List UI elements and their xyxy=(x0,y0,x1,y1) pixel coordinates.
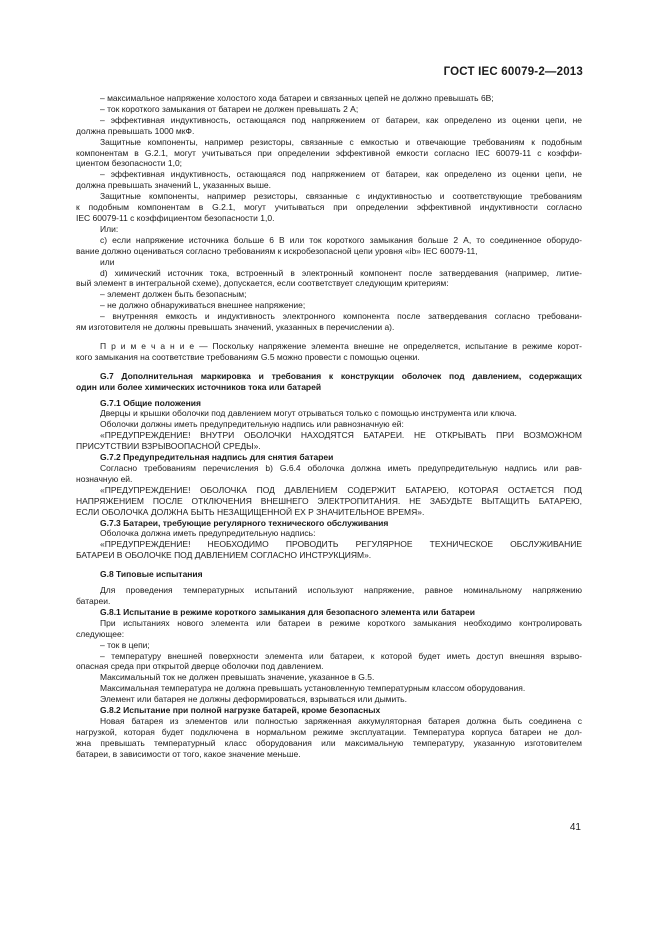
text-line: Оболочки должны иметь предупредительную надпись или равнозначную ей: xyxy=(100,419,404,430)
text-line: Максимальная температура не должна превышать установленную температурным классом оборудования. xyxy=(100,683,526,694)
section-heading-line: G.8 Типовые испытания xyxy=(100,569,203,580)
text-line: «ПРЕДУПРЕЖДЕНИЕ! НЕОБХОДИМО ПРОВОДИТЬ РЕГУЛЯРНОЕ ТЕХНИЧЕСКОЕ ОБСЛУЖИВАНИЕ xyxy=(100,539,582,550)
text-line: нагрузкой, которая будет подключена в нормальном режиме эксплуатации. Температура корпуса батареи не дол- xyxy=(76,726,582,737)
text-line: – внутренняя емкость и индуктивность электронного компонента после затвердевания согласно требовани- xyxy=(100,311,582,322)
section-heading-line: G.7.3 Батареи, требующие регулярного технического обслуживания xyxy=(100,517,389,528)
text-line: Элемент или батарея не должны деформироваться, взрываться или дымить. xyxy=(100,694,407,705)
text-line: – ток в цепи; xyxy=(100,639,150,650)
section-heading-line: G.7.2 Предупредительная надпись для снятия батареи xyxy=(100,452,334,463)
text-line: При испытаниях нового элемента или батареи в режиме короткого замыкания необходимо контролировать xyxy=(100,617,582,628)
text-line: кого замыкания на соответствие требованиям G.5 можно провести с помощью оценки. xyxy=(76,351,420,362)
section-heading-line: один или более химических источников тока или батарей xyxy=(76,381,322,392)
text-line: должна превышать 1000 мкФ. xyxy=(76,125,195,136)
text-line: вание должно оцениваться согласно требованиям к искробезопасной цепи уровня «ib» IEC 60079-11, xyxy=(76,245,478,256)
text-line: – эффективная индуктивность, остающаяся под напряжением от батареи, как определено из оценки цепи, не xyxy=(100,169,582,180)
section-heading-line: G.8.2 Испытание при полной нагрузке батарей, кроме безопасных xyxy=(100,705,381,716)
text-line: жна превышать температурный класс оборудования или максимальную температуру, указанную изготовителем xyxy=(76,737,582,748)
document-header: ГОСТ IEC 60079-2—2013 xyxy=(443,66,583,78)
section-heading-line: G.8.1 Испытание в режиме короткого замыкания для безопасного элемента или батареи xyxy=(100,606,475,617)
text-line: «ПРЕДУПРЕЖДЕНИЕ! ВНУТРИ ОБОЛОЧКИ НАХОДЯТСЯ БАТАРЕИ. НЕ ОТКРЫВАТЬ ПРИ ВОЗМОЖНОМ xyxy=(100,430,582,441)
text-line: ПРИСУТСТВИИ ВЗРЫВООПАСНОЙ СРЕДЫ». xyxy=(76,441,261,452)
text-line: – не должно обнаруживаться внешнее напряжение; xyxy=(100,300,306,311)
text-line: Согласно требованиям перечисления b) G.6.4 оболочка должна иметь предупредительную надпись или рав- xyxy=(100,463,582,473)
text-line: Оболочка должна иметь предупредительную надпись: xyxy=(100,528,316,539)
text-line: c) если напряжение источника больше 6 В или ток короткого замыкания больше 2 А, то соединенное оборудо- xyxy=(100,234,582,245)
text-line: Защитные компоненты, например резисторы, связанные с индуктивностью и соответствующие требованиям xyxy=(100,191,582,202)
text-line: вый элемент в интегральной схеме), допускается, если соответствует следующим критериям: xyxy=(76,278,449,289)
paragraph-gap xyxy=(76,561,582,569)
text-line: Максимальный ток не должен превышать значение, указанное в G.5. xyxy=(100,672,375,683)
text-line: «ПРЕДУПРЕЖДЕНИЕ! ОБОЛОЧКА ПОД ДАВЛЕНИЕМ СОДЕРЖИТ БАТАРЕЮ, КОТОРАЯ ОСТАЕТСЯ ПОД xyxy=(100,484,582,495)
text-line: должна превышать значений L, указанных выше. xyxy=(76,180,271,191)
text-line: – ток короткого замыкания от батареи не должен превышать 2 А; xyxy=(100,103,359,114)
text-line: – температуру внешней поверхности элемента или батареи, к которой будет иметь доступ внешняя взрыво- xyxy=(100,650,582,661)
text-line: П р и м е ч а н и е — Поскольку напряжение элемента внешне не определяется, испытание в режиме корот- xyxy=(100,340,582,351)
text-line: Для проведения температурных испытаний используют напряжение, равное номинальному напряжению xyxy=(100,585,582,596)
text-line: или xyxy=(100,256,115,267)
text-line: компонентам в G.2.1, могут учитываться при определении эффективной емкости согласно IEC 60079-11 с коэффи- xyxy=(76,147,582,158)
page-number: 41 xyxy=(569,822,581,833)
text-line: нозначную ей. xyxy=(76,473,133,484)
text-line: батареи. xyxy=(76,595,111,606)
text-line: ЕСЛИ ОБОЛОЧКА ДОЛЖНА БЫТЬ НЕЗАЩИЩЕННОЙ ЕХ Р ЗНАЧИТЕЛЬНОЕ ВРЕМЯ». xyxy=(76,506,425,517)
text-line: НАПРЯЖЕНИЕМ ПОСЛЕ ОТКЛЮЧЕНИЯ ВНЕШНЕГО ЭЛЕКТРОПИТАНИЯ. НЕ ЗАБУДЬТЕ ВЫТАЩИТЬ БАТАРЕЮ, xyxy=(76,495,582,506)
section-heading-line: G.7.1 Общие положения xyxy=(100,397,201,408)
document-body xyxy=(76,93,582,760)
text-line: следующее: xyxy=(76,628,125,639)
text-line: Дверцы и крышки оболочки под давлением могут отрываться только с помощью инструмента или ключа. xyxy=(100,408,517,419)
text-line: – максимальное напряжение холостого хода батареи и связанных цепей не должно превышать 6В; xyxy=(100,93,494,103)
text-line: опасная среда при открытой дверце оболочки под давлением. xyxy=(76,661,324,672)
text-line: батареи, в зависимости от того, какое значение меньше. xyxy=(76,748,301,759)
section-heading-line: G.7 Дополнительная маркировка и требования к конструкции оболочек под давлением, содержащих xyxy=(100,370,582,381)
text-line: IEC 60079-11 с коэффициентом безопасности 1,0. xyxy=(76,212,275,223)
text-line: – эффективная индуктивность, остающаяся под напряжением от батареи, как определено из оценки цепи, не xyxy=(100,114,582,125)
text-line: – элемент должен быть безопасным; xyxy=(100,289,247,300)
text-line: к подобным компонентам в G.2.1, могут учитываться при определении эффективной индуктивности согласно xyxy=(76,202,582,213)
paragraph-gap xyxy=(76,363,582,371)
text-line: БАТАРЕИ В ОБОЛОЧКЕ ПОД ДАВЛЕНИЕМ СОГЛАСНО ИНСТРУКЦИЯМ». xyxy=(76,550,372,561)
text-line: циентом безопасности 1,0; xyxy=(76,158,183,169)
text-line: Защитные компоненты, например резисторы, связанные с емкостью и отвечающие требованиям к подобным xyxy=(100,136,582,147)
text-line: d) химический источник тока, встроенный в электронный компонент после затвердевания (например, литие- xyxy=(100,267,582,278)
text-line: Или: xyxy=(100,223,119,234)
text-line: ям изготовителя не должны превышать значений, указанных в перечислении а). xyxy=(76,322,395,333)
paragraph-gap xyxy=(76,333,582,341)
text-line: Новая батарея из элементов или полностью заряженная аккумуляторная батарея должна быть соединена с xyxy=(100,715,582,726)
